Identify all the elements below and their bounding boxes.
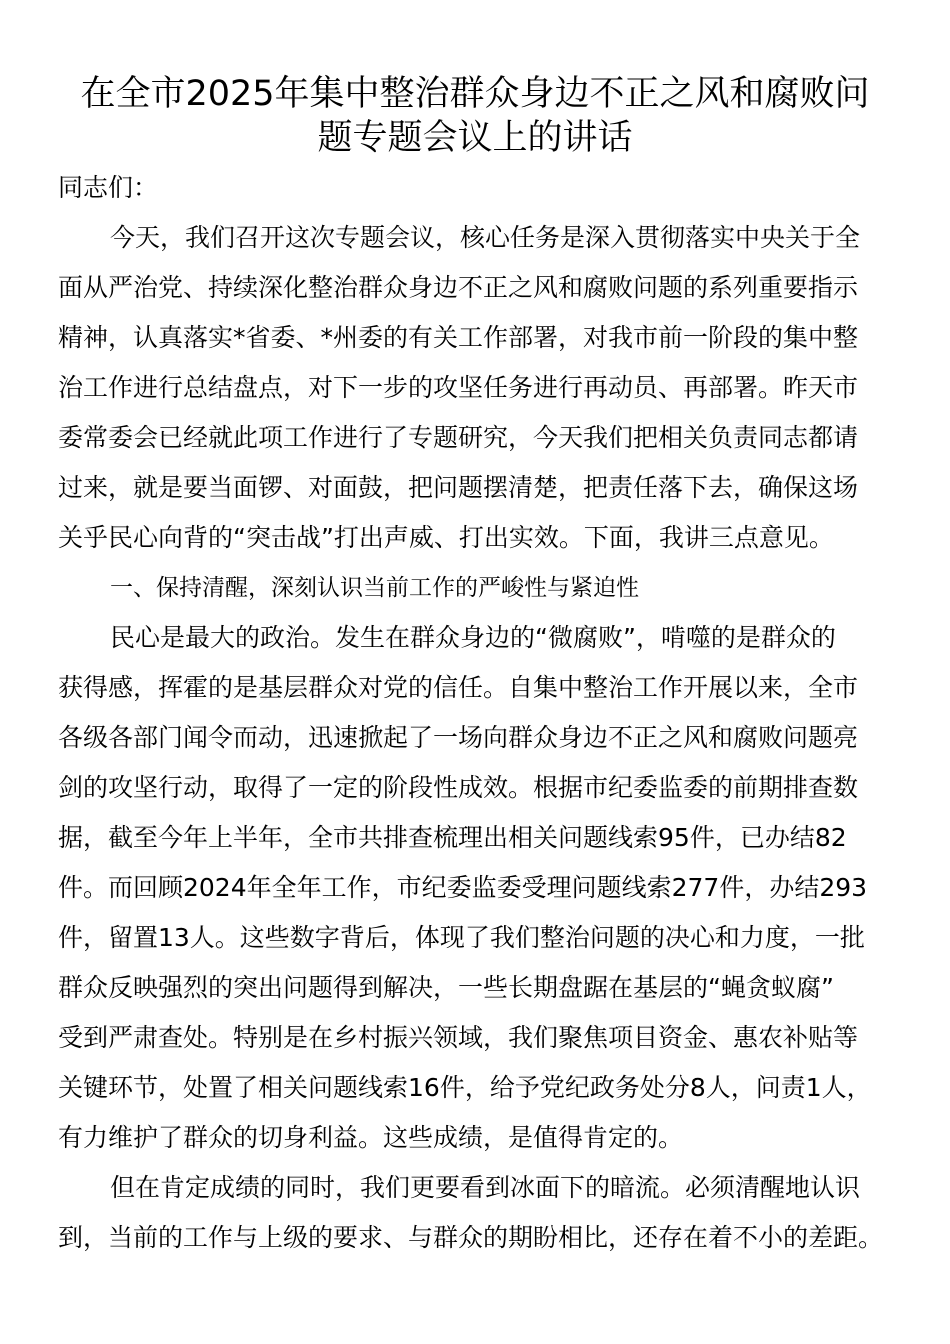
text-line: 获得感，挥霍的是基层群众对党的信任。自集中整治工作开展以来，全市 [58, 673, 859, 702]
text-line: 但在肯定成绩的同时，我们更要看到冰面下的暗流。必须清醒地认识 [110, 1173, 861, 1202]
title-line: 在全市2025年集中整治群众身边不正之风和腐败问 [80, 74, 870, 114]
text-line: 各级各部门闻令而动，迅速掀起了一场向群众身边不正之风和腐败问题亮 [58, 723, 859, 752]
text-line: 民心是最大的政治。发生在群众身边的“微腐败”，啃噬的是群众的 [110, 623, 836, 652]
text-line: 精神，认真落实*省委、*州委的有关工作部署，对我市前一阶段的集中整 [58, 323, 859, 352]
text-line: 今天，我们召开这次专题会议，核心任务是深入贯彻落实中央关于全 [110, 223, 861, 252]
title-line: 题专题会议上的讲话 [317, 118, 633, 158]
text-line: 关键环节，处置了相关问题线索16件，给予党纪政务处分8人，问责1人， [58, 1073, 872, 1102]
paragraph [58, 213, 888, 563]
text-line: 群众反映强烈的突出问题得到解决，一些长期盘踞在基层的“蝇贪蚁腐” [58, 973, 834, 1002]
text-line: 有力维护了群众的切身利益。这些成绩，是值得肯定的。 [58, 1123, 684, 1152]
text-line: 据，截至今年上半年，全市共排查梳理出相关问题线索95件，已办结82 [58, 823, 847, 852]
text-line: 到，当前的工作与上级的要求、与群众的期盼相比，还存在着不小的差距。 [58, 1223, 884, 1252]
text-line: 关乎民心向背的“突击战”打出声威、打出实效。下面，我讲三点意见。 [58, 523, 834, 552]
text-line: 一、保持清醒，深刻认识当前工作的严峻性与紧迫性 [110, 575, 639, 601]
text-line: 剑的攻坚行动，取得了一定的阶段性成效。根据市纪委监委的前期排查数 [58, 773, 859, 802]
greeting: 同志们： [58, 173, 159, 202]
document-body [58, 163, 888, 1263]
section-heading [58, 563, 888, 613]
text-line: 面从严治党、持续深化整治群众身边不正之风和腐败问题的系列重要指示 [58, 273, 859, 302]
paragraph [58, 1163, 888, 1263]
document-title [40, 72, 910, 160]
text-line: 委常委会已经就此项工作进行了专题研究，今天我们把相关负责同志都请 [58, 423, 859, 452]
text-line: 件。而回顾2024年全年工作，市纪委监委受理问题线索277件，办结293 [58, 873, 868, 902]
text-line: 治工作进行总结盘点，对下一步的攻坚任务进行再动员、再部署。昨天市 [58, 373, 859, 402]
paragraph [58, 613, 888, 1163]
text-line: 件，留置13人。这些数字背后，体现了我们整治问题的决心和力度，一批 [58, 923, 865, 952]
text-line: 过来，就是要当面锣、对面鼓，把问题摆清楚，把责任落下去，确保这场 [58, 473, 859, 502]
text-line: 受到严肃查处。特别是在乡村振兴领域，我们聚焦项目资金、惠农补贴等 [58, 1023, 859, 1052]
